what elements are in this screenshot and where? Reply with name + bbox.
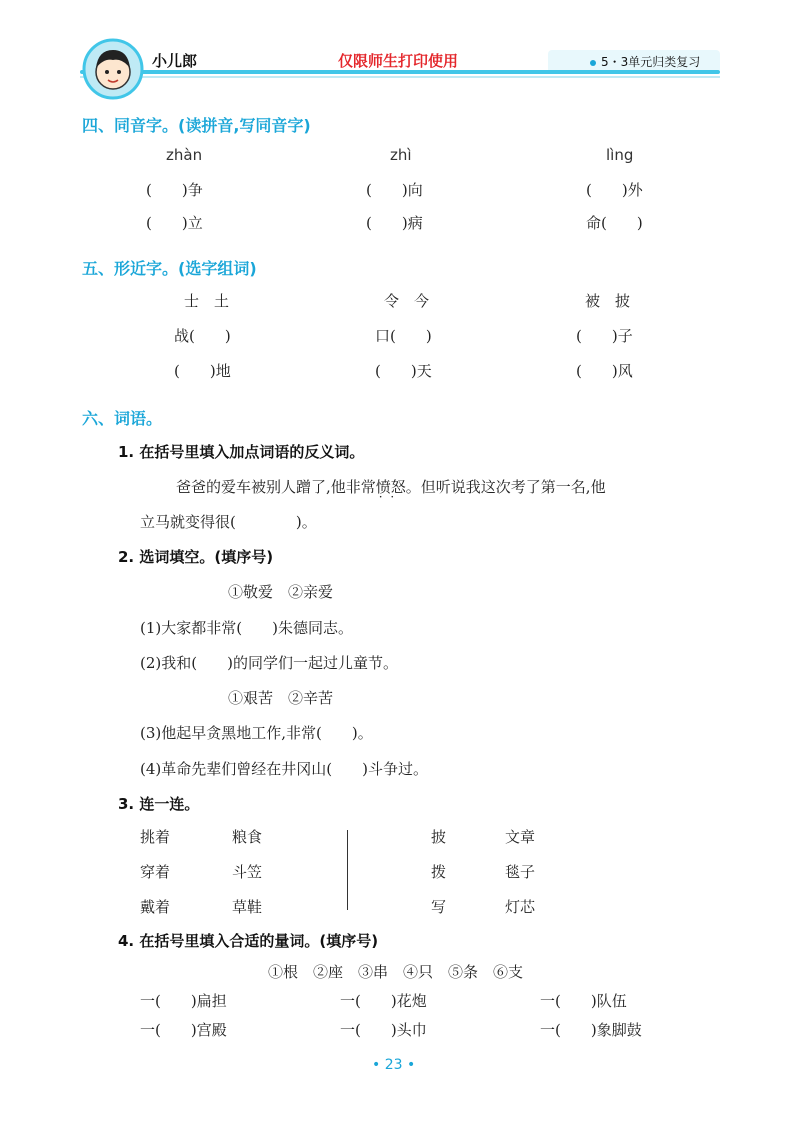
blank-item: 一( )花炮 (340, 992, 427, 1010)
header-rule-light (80, 76, 720, 78)
match-item: 写 (431, 898, 447, 916)
boy-mascot-logo (82, 38, 144, 100)
match-item: 毯子 (505, 863, 536, 881)
print-notice: 仅限师生打印使用 (338, 52, 459, 70)
blank-item: ( )地 (174, 362, 231, 380)
blank-item: ( )子 (576, 327, 633, 345)
passage-text: 爸爸的爱车被别人蹭了,他非常 (176, 478, 376, 496)
brand-name: 小儿郎 (152, 52, 198, 70)
blank-item: ( )外 (586, 181, 643, 199)
bullet-icon (590, 60, 596, 66)
blank-item: 命( ) (586, 214, 643, 232)
fill-sentence: (3)他起早贪黑地工作,非常( )。 (140, 724, 373, 742)
blank-item: ( )病 (366, 214, 423, 232)
match-item: 草鞋 (232, 898, 263, 916)
section-5-title: 五、形近字。(选字组词) (82, 259, 257, 278)
blank-item: ( )争 (146, 181, 203, 199)
pinyin-1: zhàn (166, 146, 203, 164)
match-item: 粮食 (232, 828, 263, 846)
emphasized-word: 愤怒 · · (376, 476, 406, 497)
char-pair: 士 土 (184, 292, 230, 310)
pinyin-2: zhì (390, 146, 412, 164)
question-1-passage-line (176, 476, 606, 497)
blank-item: 一( )宫殿 (140, 1021, 227, 1039)
fill-sentence: (4)革命先辈们曾经在井冈山( )斗争过。 (140, 760, 428, 778)
question-4-title: 4. 在括号里填入合适的量词。(填序号) (118, 932, 379, 950)
match-item: 戴着 (140, 898, 171, 916)
blank-item: 一( )队伍 (540, 992, 627, 1010)
blank-item: 战( ) (174, 327, 231, 345)
blank-item: 口( ) (375, 327, 432, 345)
blank-item: 一( )扁担 (140, 992, 227, 1010)
blank-item: ( )立 (146, 214, 203, 232)
question-1-passage-line: 立马就变得很( )。 (140, 513, 317, 531)
section-6-title: 六、词语。 (82, 409, 163, 428)
char-pair: 被 披 (585, 292, 631, 310)
match-item: 披 (431, 828, 447, 846)
blank-item: ( )风 (576, 362, 633, 380)
pinyin-3: lìng (606, 146, 634, 164)
measure-word-options: ①根 ②座 ③串 ④只 ⑤条 ⑥支 (268, 963, 524, 981)
char-pair: 令 今 (384, 292, 430, 310)
fill-sentence: (1)大家都非常( )朱德同志。 (140, 619, 353, 637)
question-1-title: 1. 在括号里填入加点词语的反义词。 (118, 443, 365, 461)
passage-text: 。但听说我这次考了第一名,他 (405, 478, 606, 496)
unit-label (590, 53, 700, 70)
word-options: ①敬爱 ②亲爱 (228, 583, 334, 601)
blank-item: 一( )象脚鼓 (540, 1021, 642, 1039)
blank-item: ( )向 (366, 181, 423, 199)
match-item: 拨 (431, 863, 447, 881)
match-item: 文章 (505, 828, 536, 846)
match-item: 斗笠 (232, 863, 263, 881)
section-4-title: 四、同音字。(读拼音,写同音字) (82, 116, 311, 135)
match-item: 灯芯 (505, 898, 536, 916)
question-2-title: 2. 选词填空。(填序号) (118, 548, 274, 566)
page-number: • 23 • (372, 1057, 416, 1073)
blank-item: 一( )头巾 (340, 1021, 427, 1039)
unit-label-text: 5・3单元归类复习 (601, 55, 701, 69)
blank-item: ( )天 (375, 362, 432, 380)
fill-sentence: (2)我和( )的同学们一起过儿童节。 (140, 654, 398, 672)
column-divider (347, 830, 348, 910)
match-item: 穿着 (140, 863, 171, 881)
question-3-title: 3. 连一连。 (118, 795, 200, 813)
word-options: ①艰苦 ②辛苦 (228, 689, 334, 707)
match-item: 挑着 (140, 828, 171, 846)
